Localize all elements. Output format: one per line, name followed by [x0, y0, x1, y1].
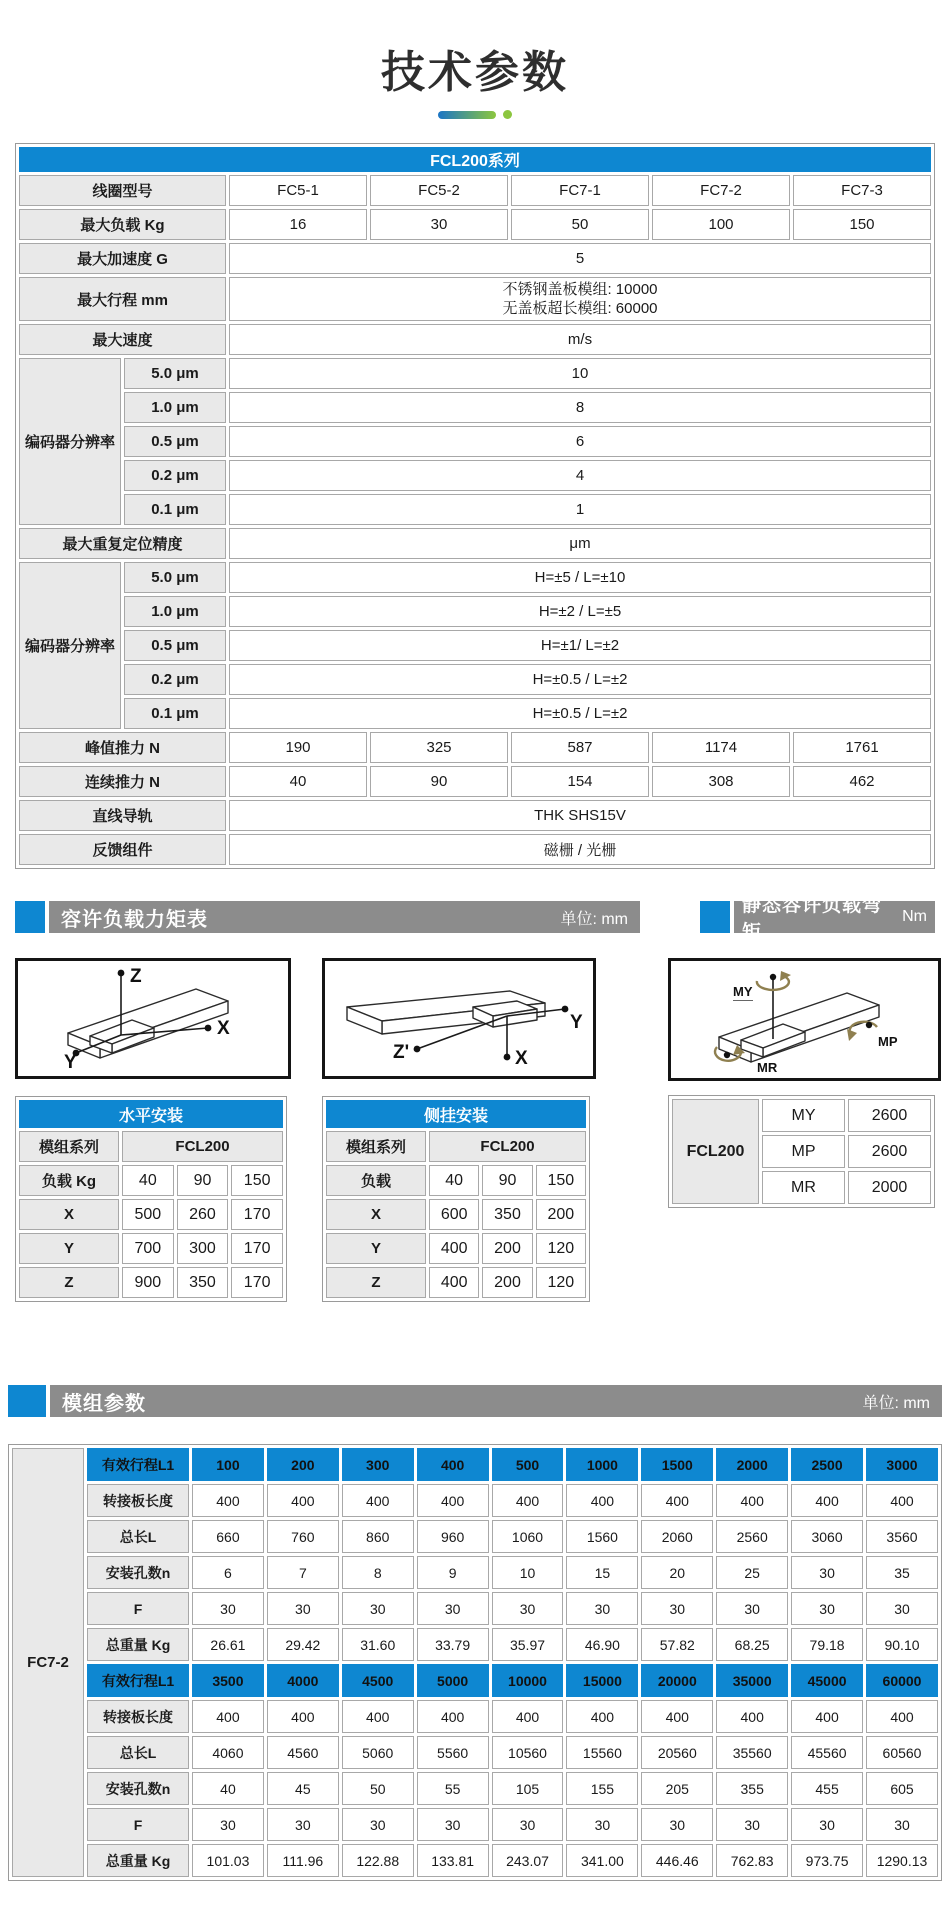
cell: 1290.13	[866, 1844, 938, 1877]
cell: 760	[267, 1520, 339, 1553]
cell: 170	[231, 1233, 283, 1264]
cell: 30	[417, 1592, 489, 1625]
cell: 200	[482, 1267, 532, 1298]
row-label: F	[87, 1592, 189, 1625]
cell: 35000	[716, 1664, 788, 1697]
row-label: 最大加速度 G	[19, 243, 226, 274]
cell: 5	[229, 243, 931, 274]
blue-block-icon	[15, 901, 45, 933]
cell: H=±0.5 / L=±2	[229, 698, 931, 729]
cell: 30	[641, 1808, 713, 1841]
sub-label: 0.5 μm	[124, 630, 226, 661]
row-label: 线圈型号	[19, 175, 226, 206]
cell: 973.75	[791, 1844, 863, 1877]
row-label: 最大行程 mm	[19, 277, 226, 321]
axis-x-label: X	[515, 1048, 528, 1069]
cell: 50	[511, 209, 649, 240]
cell: 10000	[492, 1664, 564, 1697]
cell: 30	[641, 1592, 713, 1625]
cell: 30	[370, 209, 508, 240]
cell: 120	[536, 1233, 586, 1264]
cell: 762.83	[716, 1844, 788, 1877]
horizontal-mount-diagram	[15, 958, 291, 1079]
cell: 150	[231, 1165, 283, 1196]
cell: 45	[267, 1772, 339, 1805]
cell: 200	[267, 1448, 339, 1481]
cell: 150	[793, 209, 931, 240]
cell: 30	[791, 1556, 863, 1589]
row-label: 总重量 Kg	[87, 1628, 189, 1661]
row-label: 最大负载 Kg	[19, 209, 226, 240]
axis-z-label: Z	[130, 966, 142, 987]
cell: 90	[482, 1165, 532, 1196]
row-label: 安装孔数n	[87, 1556, 189, 1589]
row-label: 有效行程L1	[87, 1448, 189, 1481]
mp-moment-label: MP	[878, 1034, 898, 1049]
cell: 100	[652, 209, 790, 240]
row-label: 安装孔数n	[87, 1772, 189, 1805]
cell: FC7-1	[511, 175, 649, 206]
module-section-title: 模组参数	[62, 1392, 146, 1415]
cell: 26.61	[192, 1628, 264, 1661]
cell: 960	[417, 1520, 489, 1553]
cell: 200	[536, 1199, 586, 1230]
cell: 33.79	[417, 1628, 489, 1661]
cell: 400	[429, 1233, 479, 1264]
cell: 400	[641, 1484, 713, 1517]
cell: 1060	[492, 1520, 564, 1553]
cell: 15000	[566, 1664, 638, 1697]
row-label: X	[326, 1199, 426, 1230]
cell: 400	[267, 1700, 339, 1733]
moment-section-title: 容许负载力矩表	[61, 908, 208, 931]
cell: 4560	[267, 1736, 339, 1769]
static-section-bar	[700, 895, 935, 943]
cell: 700	[122, 1233, 174, 1264]
sub-label: 0.1 μm	[124, 698, 226, 729]
moment-section-bar	[15, 901, 640, 933]
cell: 105	[492, 1772, 564, 1805]
cell: 341.00	[566, 1844, 638, 1877]
cell: 350	[482, 1199, 532, 1230]
static-section-title: 静态容许负载弯矩	[742, 895, 883, 943]
cell: 308	[652, 766, 790, 797]
cell: 30	[866, 1592, 938, 1625]
cell: 400	[429, 1267, 479, 1298]
row-label: Y	[326, 1233, 426, 1264]
cell: MP	[762, 1135, 845, 1168]
cell: 磁栅 / 光栅	[229, 834, 931, 865]
module-parameters-table	[8, 1444, 942, 1881]
row-label: X	[19, 1199, 119, 1230]
cell: 35.97	[492, 1628, 564, 1661]
cell: 1560	[566, 1520, 638, 1553]
cell: 400	[716, 1484, 788, 1517]
row-label: 有效行程L1	[87, 1664, 189, 1697]
blue-block-icon	[8, 1385, 46, 1417]
cell: 133.81	[417, 1844, 489, 1877]
cell: 1000	[566, 1448, 638, 1481]
cell: 6	[229, 426, 931, 457]
cell: 111.96	[267, 1844, 339, 1877]
module-section-unit: 单位: mm	[862, 1394, 930, 1412]
cell: 205	[641, 1772, 713, 1805]
cell: 500	[122, 1199, 174, 1230]
cell: 400	[492, 1700, 564, 1733]
cell: 155	[566, 1772, 638, 1805]
cell: 30	[417, 1808, 489, 1841]
sub-label: 5.0 μm	[124, 358, 226, 389]
cell: 400	[566, 1484, 638, 1517]
cell: 90.10	[866, 1628, 938, 1661]
cell: 10	[492, 1556, 564, 1589]
cell: 60000	[866, 1664, 938, 1697]
cell: 3060	[791, 1520, 863, 1553]
cell: 30	[267, 1592, 339, 1625]
cell: 660	[192, 1520, 264, 1553]
linear-module-drawing	[18, 961, 282, 1073]
cell: 2600	[848, 1099, 931, 1132]
cell: 4000	[267, 1664, 339, 1697]
cell: m/s	[229, 324, 931, 355]
cell: 20	[641, 1556, 713, 1589]
stroke-line-2: 无盖板超长模组: 60000	[502, 300, 658, 317]
cell: 400	[566, 1700, 638, 1733]
cell: 400	[716, 1700, 788, 1733]
cell: 400	[342, 1484, 414, 1517]
cell: 120	[536, 1267, 586, 1298]
cell: 3500	[192, 1664, 264, 1697]
row-label: 最大速度	[19, 324, 226, 355]
cell: 8	[229, 392, 931, 423]
cell: 400	[267, 1484, 339, 1517]
cell: 300	[177, 1233, 229, 1264]
cell: 400	[791, 1484, 863, 1517]
cell: 170	[231, 1199, 283, 1230]
side-mount-table	[322, 1096, 590, 1302]
row-label: 负载	[326, 1165, 426, 1196]
axis-x-label: X	[217, 1018, 230, 1039]
axis-y-label: Y	[64, 1052, 77, 1073]
cell: 35560	[716, 1736, 788, 1769]
cell: 30	[342, 1808, 414, 1841]
axis-z-prime-label: Z'	[393, 1042, 410, 1063]
horizontal-mount-table	[15, 1096, 287, 1302]
cell: 400	[417, 1700, 489, 1733]
cell: 462	[793, 766, 931, 797]
cell: FCL200	[122, 1131, 283, 1162]
row-label: Z	[326, 1267, 426, 1298]
cell: 170	[231, 1267, 283, 1298]
cell: 10560	[492, 1736, 564, 1769]
cell: 3560	[866, 1520, 938, 1553]
cell: 400	[866, 1484, 938, 1517]
cell: 40	[122, 1165, 174, 1196]
cell: 25	[716, 1556, 788, 1589]
cell: H=±0.5 / L=±2	[229, 664, 931, 695]
table-header: 水平安装	[19, 1100, 283, 1128]
cell: 55	[417, 1772, 489, 1805]
cell: 154	[511, 766, 649, 797]
cell: 455	[791, 1772, 863, 1805]
row-label: 模组系列	[326, 1131, 426, 1162]
cell: 900	[122, 1267, 174, 1298]
cell: FC5-1	[229, 175, 367, 206]
cell: 40	[429, 1165, 479, 1196]
cell: 57.82	[641, 1628, 713, 1661]
blue-block-icon	[700, 901, 730, 933]
cell: 7	[267, 1556, 339, 1589]
linear-module-drawing	[671, 961, 932, 1075]
cell: 400	[417, 1448, 489, 1481]
cell: 4	[229, 460, 931, 491]
cell: 600	[429, 1199, 479, 1230]
cell: 1500	[641, 1448, 713, 1481]
row-label: 转接板长度	[87, 1484, 189, 1517]
cell: 8	[342, 1556, 414, 1589]
axis-y-label: Y	[570, 1012, 583, 1033]
cell: 68.25	[716, 1628, 788, 1661]
cell: 122.88	[342, 1844, 414, 1877]
cell: FC7-2	[652, 175, 790, 206]
side-mount-diagram	[322, 958, 596, 1079]
series-header: FCL200系列	[19, 147, 931, 172]
cell: μm	[229, 528, 931, 559]
green-dot-icon	[503, 110, 512, 119]
title-decoration	[0, 110, 950, 119]
cell: 16	[229, 209, 367, 240]
cell: 30	[716, 1592, 788, 1625]
row-label: 总重量 Kg	[87, 1844, 189, 1877]
cell: 5560	[417, 1736, 489, 1769]
cell: 587	[511, 732, 649, 763]
row-label: 直线导轨	[19, 800, 226, 831]
sub-label: 0.5 μm	[124, 426, 226, 457]
cell: 260	[177, 1199, 229, 1230]
cell: 30	[716, 1808, 788, 1841]
sub-label: 5.0 μm	[124, 562, 226, 593]
mr-moment-label: MR	[757, 1060, 778, 1075]
cell: 30	[566, 1592, 638, 1625]
cell: 45560	[791, 1736, 863, 1769]
cell: 30	[492, 1592, 564, 1625]
cell: 1174	[652, 732, 790, 763]
cell: THK SHS15V	[229, 800, 931, 831]
cell: 30	[267, 1808, 339, 1841]
table-header: 侧挂安装	[326, 1100, 586, 1128]
cell: 1761	[793, 732, 931, 763]
cell: 400	[192, 1484, 264, 1517]
row-label: 总长L	[87, 1520, 189, 1553]
static-moment-table	[668, 1095, 935, 1208]
cell: 1	[229, 494, 931, 525]
cell: 30	[866, 1808, 938, 1841]
cell: 400	[866, 1700, 938, 1733]
cell: 9	[417, 1556, 489, 1589]
my-moment-label: MY	[733, 984, 753, 999]
cell: 45000	[791, 1664, 863, 1697]
cell: 2000	[848, 1171, 931, 1204]
cell: 50	[342, 1772, 414, 1805]
cell: 31.60	[342, 1628, 414, 1661]
cell: FCL200	[429, 1131, 586, 1162]
row-label: 转接板长度	[87, 1700, 189, 1733]
cell: MY	[762, 1099, 845, 1132]
cell: 400	[492, 1484, 564, 1517]
cell: 243.07	[492, 1844, 564, 1877]
cell: 446.46	[641, 1844, 713, 1877]
cell: 90	[177, 1165, 229, 1196]
row-label: 模组系列	[19, 1131, 119, 1162]
row-label: Z	[19, 1267, 119, 1298]
group-label: 编码器分辨率	[19, 358, 121, 525]
cell: 30	[566, 1808, 638, 1841]
cell: 6	[192, 1556, 264, 1589]
cell: 40	[192, 1772, 264, 1805]
moment-section-unit: 单位: mm	[560, 910, 628, 928]
cell: 860	[342, 1520, 414, 1553]
row-label: 最大重复定位精度	[19, 528, 226, 559]
cell: 4060	[192, 1736, 264, 1769]
static-section-unit: Nm	[902, 908, 927, 925]
linear-module-drawing	[325, 961, 587, 1070]
cell: 30	[192, 1808, 264, 1841]
cell: 35	[866, 1556, 938, 1589]
cell: 605	[866, 1772, 938, 1805]
cell: 4500	[342, 1664, 414, 1697]
cell: 2600	[848, 1135, 931, 1168]
cell: 5060	[342, 1736, 414, 1769]
cell: 10	[229, 358, 931, 389]
spec-table	[15, 143, 935, 869]
cell: 20000	[641, 1664, 713, 1697]
cell: 30	[791, 1592, 863, 1625]
stroke-line-1: 不锈钢盖板模组: 10000	[502, 281, 658, 298]
static-moment-diagram	[668, 958, 941, 1081]
cell: 30	[492, 1808, 564, 1841]
cell: 15	[566, 1556, 638, 1589]
cell: 20560	[641, 1736, 713, 1769]
row-label: 负载 Kg	[19, 1165, 119, 1196]
cell: H=±1/ L=±2	[229, 630, 931, 661]
cell: 325	[370, 732, 508, 763]
cell: 40	[229, 766, 367, 797]
cell: 400	[192, 1700, 264, 1733]
cell: 2560	[716, 1520, 788, 1553]
cell: H=±2 / L=±5	[229, 596, 931, 627]
row-label: F	[87, 1808, 189, 1841]
cell: 400	[791, 1700, 863, 1733]
row-label: Y	[19, 1233, 119, 1264]
cell: MR	[762, 1171, 845, 1204]
sub-label: 1.0 μm	[124, 596, 226, 627]
cell: 15560	[566, 1736, 638, 1769]
sub-label: 1.0 μm	[124, 392, 226, 423]
row-label: 峰值推力 N	[19, 732, 226, 763]
cell: 400	[342, 1700, 414, 1733]
cell: 5000	[417, 1664, 489, 1697]
series-cell: FCL200	[672, 1099, 759, 1204]
cell: 2500	[791, 1448, 863, 1481]
cell: 101.03	[192, 1844, 264, 1877]
sub-label: 0.2 μm	[124, 460, 226, 491]
cell: 400	[417, 1484, 489, 1517]
cell: 500	[492, 1448, 564, 1481]
row-label: 连续推力 N	[19, 766, 226, 797]
sub-label: 0.1 μm	[124, 494, 226, 525]
cell: 30	[342, 1592, 414, 1625]
cell: 150	[536, 1165, 586, 1196]
row-label: 总长L	[87, 1736, 189, 1769]
cell: 29.42	[267, 1628, 339, 1661]
cell: 3000	[866, 1448, 938, 1481]
sub-label: 0.2 μm	[124, 664, 226, 695]
page-title: 技术参数	[381, 48, 569, 97]
cell: 60560	[866, 1736, 938, 1769]
cell: 46.90	[566, 1628, 638, 1661]
cell: 2000	[716, 1448, 788, 1481]
cell: 190	[229, 732, 367, 763]
cell: 2060	[641, 1520, 713, 1553]
cell: 30	[192, 1592, 264, 1625]
cell: FC5-2	[370, 175, 508, 206]
cell: 100	[192, 1448, 264, 1481]
cell: 30	[791, 1808, 863, 1841]
cell: 90	[370, 766, 508, 797]
cell: 350	[177, 1267, 229, 1298]
group-label: 编码器分辨率	[19, 562, 121, 729]
cell: H=±5 / L=±10	[229, 562, 931, 593]
cell: 79.18	[791, 1628, 863, 1661]
cell: 400	[641, 1700, 713, 1733]
cell: 200	[482, 1233, 532, 1264]
cell: 355	[716, 1772, 788, 1805]
cell: 300	[342, 1448, 414, 1481]
model-cell: FC7-2	[12, 1448, 84, 1877]
row-label: 反馈组件	[19, 834, 226, 865]
cell: FC7-3	[793, 175, 931, 206]
cell	[229, 277, 931, 321]
gradient-bar-icon	[438, 111, 496, 119]
module-section-bar	[8, 1385, 942, 1417]
